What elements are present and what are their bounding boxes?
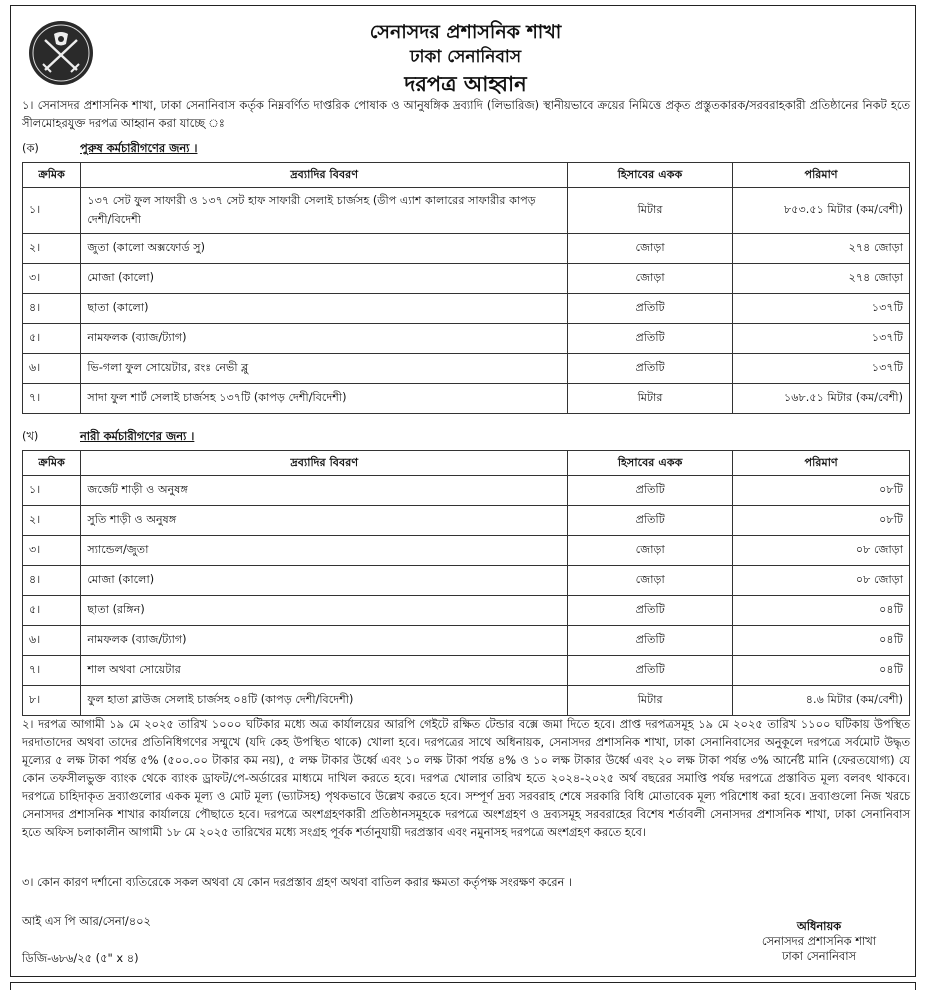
cell-desc: মোজা (কালো) [81,566,568,596]
cell-desc: সুতি শাড়ী ও অনুষঙ্গ [81,506,568,536]
table-row [23,686,910,716]
table-row [23,536,910,566]
section-b-label: (খ) [22,429,39,443]
cell-serial: ৬। [23,354,81,384]
signatory-title: অধিনায়ক [796,919,842,933]
col-serial: ক্রমিক [23,163,81,188]
cell-desc: নামফলক (ব্যাজ/ট্যাগ) [81,626,568,656]
cell-qty: ০৪টি [733,656,910,686]
table-row [23,566,910,596]
section-b-title: নারী কর্মচারীগণের জন্য । [80,429,195,443]
cell-serial: ৭। [23,384,81,414]
col-qty: পরিমাণ [733,163,910,188]
col-qty: পরিমাণ [733,451,910,476]
cell-qty: ২৭৪ জোড়া [733,234,910,264]
section-a-heading [22,140,197,159]
col-desc: দ্রব্যাদির বিবরণ [81,163,568,188]
cell-qty: ০৪টি [733,626,910,656]
cell-qty: ১৩৭টি [733,294,910,324]
cell-desc: নামফলক (ব্যাজ/ট্যাগ) [81,324,568,354]
table-header-row [23,163,910,188]
table-row [23,506,910,536]
cell-serial: ২। [23,506,81,536]
cell-unit: প্রতিটি [568,626,733,656]
table-row [23,384,910,414]
header-unit: সেনাসদর প্রশাসনিক শাখা [369,21,562,43]
table-row [23,294,910,324]
cell-serial: ৫। [23,324,81,354]
dg-code: ডিজি-৬৮৬/২৫ (৫" x ৪) [22,951,139,965]
table-header-row [23,451,910,476]
section-b-heading [22,428,194,447]
table-male-items [22,162,910,414]
col-desc: দ্রব্যাদির বিবরণ [81,451,568,476]
cell-serial: ৪। [23,566,81,596]
intro-paragraph: ১। সেনাসদর প্রশাসনিক শাখা, ঢাকা সেনানিবাস কর্তৃক নিম্নবর্ণিত দাপ্তরিক পোষাক ও আনুষঙ্গিক দ্রব্যাদি (লিভারিজ) স্থানীয়ভাবে ক্রয়ের নিমিত্তে প্রকৃত প্রস্তুতকারক/সরবরাহকারী প্রতিষ্ঠানের নিকট হতে সীলমোহরযুক্ত দরপত্র আহ্বান করা যাচ্ছে ঃ [22,98,910,130]
cell-qty: ০৪টি [733,596,910,626]
cell-desc: স্যান্ডেল/জুতা [81,536,568,566]
cell-qty: ১৬৮.৫১ মিটার (কম/বেশী) [733,384,910,414]
cell-unit: প্রতিটি [568,596,733,626]
cell-desc: ১৩৭ সেট ফুল সাফারী ও ১৩৭ সেট হাফ সাফারী সেলাই চার্জসহ (ডীপ এ্যাশ কালারের সাফারীর কাপড় দেশী/বিদেশী [81,188,568,234]
cell-desc: জুতা (কালো অক্সফোর্ড সু) [81,234,568,264]
table-row [23,476,910,506]
cell-unit: মিটার [568,384,733,414]
cell-unit: জোড়া [568,536,733,566]
cell-desc: ভি-গলা ফুল সোয়েটার, রংঃ নেভী ব্লু [81,354,568,384]
col-unit: হিসাবের একক [568,451,733,476]
cell-unit: প্রতিটি [568,476,733,506]
section-a-title: পুরুষ কর্মচারীগণের জন্য । [80,141,198,155]
section-a-label: (ক) [22,141,39,155]
cell-unit: জোড়া [568,566,733,596]
terms-paragraph: ২। দরপত্র আগামী ১৯ মে ২০২৫ তারিখ ১০০০ ঘটিকার মধ্যে অত্র কার্যালয়ের আরপি গেইটে রক্ষিত টেন্ডার বক্সে জমা দিতে হবে। প্রাপ্ত দরপত্রসমূহ ১৯ মে ২০২৫ তারিখ ১১০০ ঘটিকায় উপস্থিত দরদাতাদের অথবা তাদের প্রতিনিধিগণের সম্মুখে (যদি কেহ উপস্থিত থাকে) খোলা হবে। দরপত্রের সাথে অধিনায়ক, সেনাসদর প্রশাসনিক শাখা, ঢাকা সেনানিবাসের অনুকূলে দরপত্রে সর্বমোট উদ্ধৃত মূল্যের ৫ লক্ষ টাকা পর্যন্ত ৫% (৫০০.০০ টাকার কম নয়), ৫ লক্ষ টাকার উর্ধ্বে এবং ১০ লক্ষ টাকা পর্যন্ত ৪% ও ১০ লক্ষ টাকার উর্ধ্বে এবং ২০ লক্ষ টাকা পর্যন্ত ৩% আর্নেষ্ট মানি (ফেরতযোগ্য) যে কোন তফসীলভুক্ত ব্যাংক থেকে ব্যাংক ড্রাফট/পে-অর্ডারের মাধ্যমে দাখিল করতে হবে। দরপত্র খোলার তারিখ হতে ২০২৪-২০২৫ অর্থ বছরের সমাপ্তি পর্যন্ত দরপত্রে প্রস্তাবিত মূল্য বলবৎ থাকবে। দরপত্রে চাহিদাকৃত দ্রব্যাগুলোর একক মূল্য ও মোট মূল্য (ভ্যাটসহ) পৃথকভাবে উল্লেখ করতে হবে। সম্পূর্ণ দ্রব্য সরবরাহ শেষে সরকারি বিধি মোতাবেক মূল্য পরিশোধ করা হবে। দ্রব্যাগুলো নিজ খরচে সেনাসদর প্রশাসনিক শাখার কার্যালয়ে পৌছাতে হবে। দরপত্রে অংশগ্রহণকারী প্রতিষ্ঠানসমূহকে দরপত্রে অংশগ্রহণ ও দ্রব্যসমূহ সরবরাহের বিশেষ শর্তাবলী সেনাসদর প্রশাসনিক শাখা, ঢাকা সেনানিবাস হতে অফিস চলাকালীন আগামী ১৮ মে ২০২৫ তারিখের মধ্যে সংগ্রহ পূর্বক শর্তানুযায়ী দরপ্রস্তাব এবং নমুনাসহ দরপত্রে অংশগ্রহণ করতে হবে। [22,717,910,839]
header-location: ঢাকা সেনানিবাস [409,47,522,67]
col-unit: হিসাবের একক [568,163,733,188]
cell-qty: ০৮টি [733,476,910,506]
cell-qty: ২৭৪ জোড়া [733,264,910,294]
cell-serial: ৫। [23,596,81,626]
rights-paragraph: ৩। কোন কারণ দর্শানো ব্যতিরেকে সকল অথবা যে কোন দরপ্রস্তাব গ্রহণ অথবা বাতিল করার ক্ষমতা কর্তৃপক্ষ সংরক্ষণ করেন । [22,875,573,889]
header-title: দরপত্র আহ্বান [404,72,527,96]
cell-desc: মোজা (কালো) [81,264,568,294]
cell-qty: ০৮ জোড়া [733,566,910,596]
table-row [23,596,910,626]
cell-serial: ৩। [23,264,81,294]
table-row [23,234,910,264]
col-serial: ক্রমিক [23,451,81,476]
signatory-unit: সেনাসদর প্রশাসনিক শাখা [761,934,877,948]
cell-qty: ৪.৬ মিটার (কম/বেশী) [733,686,910,716]
cell-serial: ৪। [23,294,81,324]
next-notice-border [10,982,916,990]
cell-qty: ০৮টি [733,506,910,536]
table-row [23,656,910,686]
cell-qty: ৮৫৩.৫১ মিটার (কম/বেশী) [733,188,910,234]
signatory-location: ঢাকা সেনানিবাস [781,949,857,963]
cell-qty: ১৩৭টি [733,354,910,384]
cell-unit: জোড়া [568,234,733,264]
cell-desc: ফুল হাতা ব্লাউজ সেলাই চার্জসহ ০৪টি (কাপড় দেশী/বিদেশী) [81,686,568,716]
cell-desc: সাদা ফুল শার্ট সেলাই চার্জসহ ১৩৭টি (কাপড় দেশী/বিদেশী) [81,384,568,414]
cell-unit: প্রতিটি [568,294,733,324]
cell-unit: প্রতিটি [568,354,733,384]
cell-serial: ১। [23,476,81,506]
cell-serial: ৬। [23,626,81,656]
cell-serial: ৭। [23,656,81,686]
table-female-items [22,450,910,716]
ispr-reference: আই এস পি আর/সেনা/৪০২ [22,914,151,928]
cell-unit: মিটার [568,188,733,234]
table-row [23,354,910,384]
cell-unit: মিটার [568,686,733,716]
cell-unit: প্রতিটি [568,324,733,354]
cell-desc: ছাতা (রঙ্গিন) [81,596,568,626]
cell-desc: শাল অথবা সোয়েটার [81,656,568,686]
cell-desc: ছাতা (কালো) [81,294,568,324]
cell-serial: ৩। [23,536,81,566]
cell-serial: ২। [23,234,81,264]
cell-unit: প্রতিটি [568,656,733,686]
table-row [23,188,910,234]
cell-desc: জর্জেট শাড়ী ও অনুষঙ্গ [81,476,568,506]
cell-serial: ১। [23,188,81,234]
cell-unit: প্রতিটি [568,506,733,536]
cell-serial: ৮। [23,686,81,716]
table-row [23,626,910,656]
cell-qty: ১৩৭টি [733,324,910,354]
table-row [23,324,910,354]
cell-qty: ০৮ জোড়া [733,536,910,566]
cell-unit: জোড়া [568,264,733,294]
table-row [23,264,910,294]
